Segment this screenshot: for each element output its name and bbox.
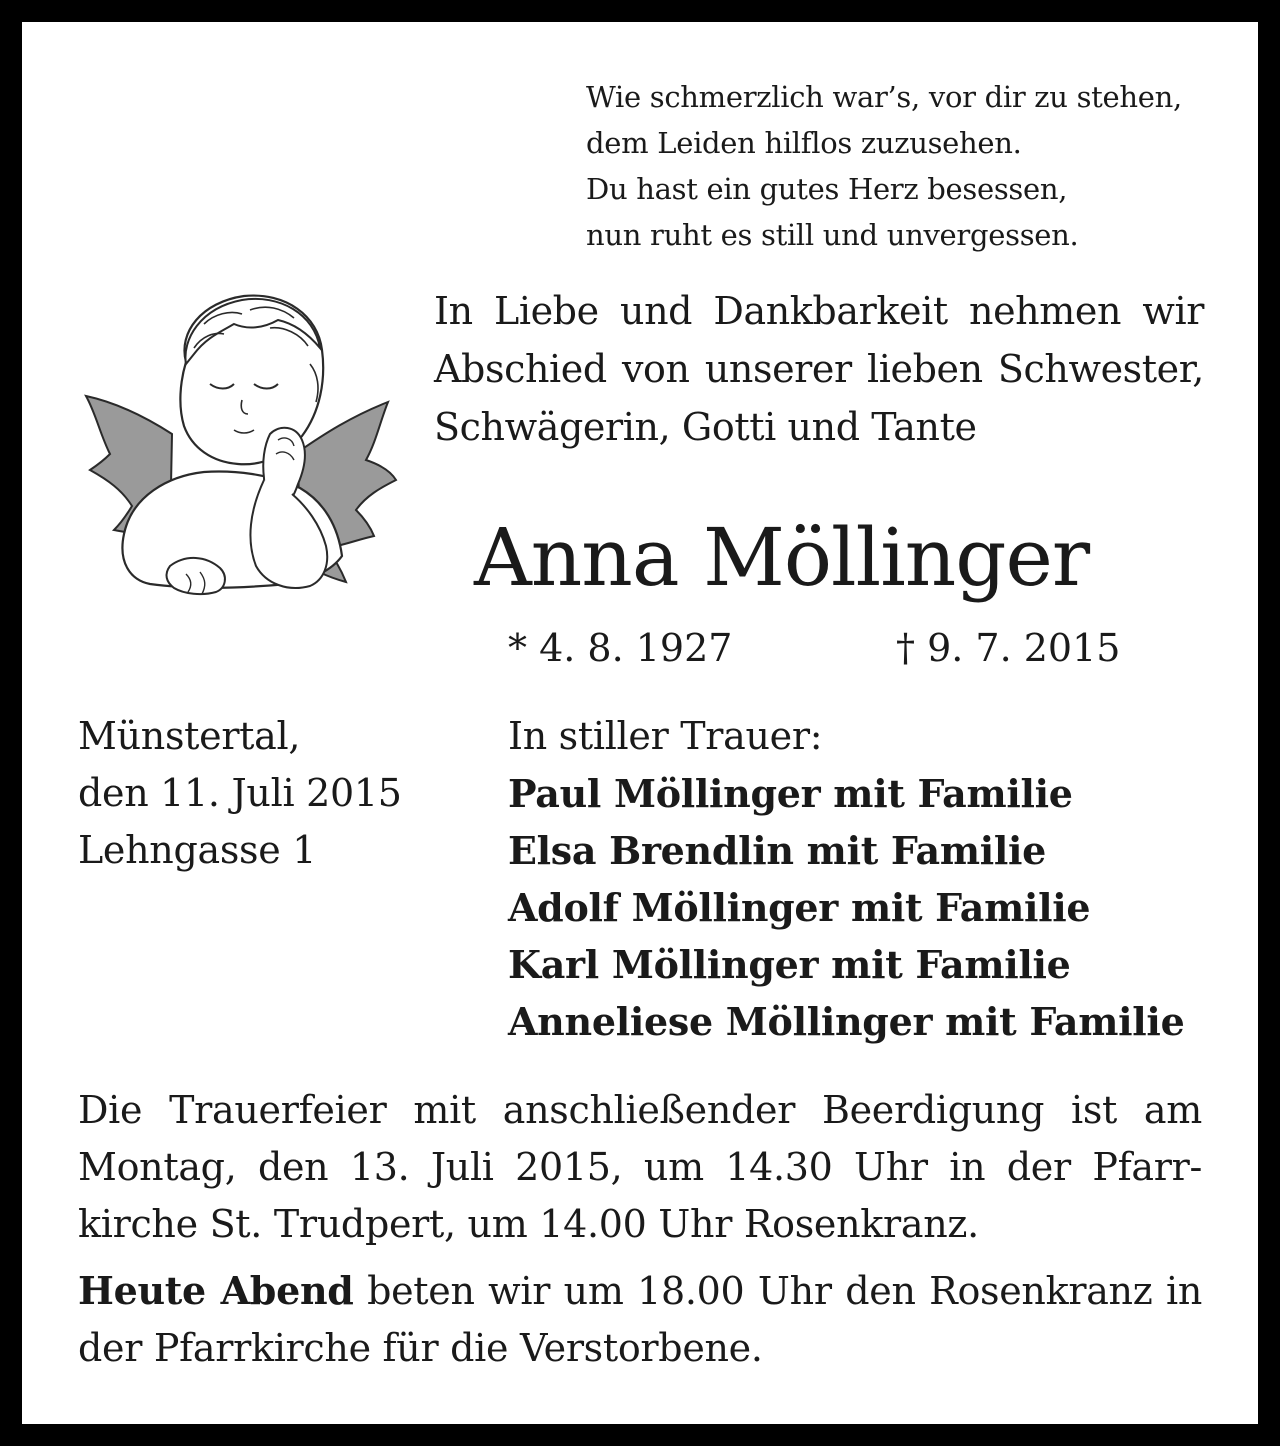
mourner-family: Paul Möllinger mit Familie [508,771,1073,816]
obituary-card [22,22,1258,1424]
intro-line: Abschied von unserer lieben Schwester, [434,347,1204,391]
deceased-name: Anna Möllinger [474,511,1090,604]
angel-illustration [74,284,414,604]
service-line: kirche St. Trudpert, um 14.00 Uhr Rosenkranz. [78,1202,979,1246]
place-and-date [78,708,402,879]
rosary-line-rest: beten wir um 18.00 Uhr den Rosenkranz in [353,1269,1203,1313]
mourner-family: Karl Möllinger mit Familie [508,942,1071,987]
poem [586,74,1182,258]
rosary-line [78,1262,1202,1320]
rosary-info [78,1262,1202,1377]
place-date: den 11. Juli 2015 [78,771,402,815]
poem-line: Du hast ein gutes Herz besessen, [586,172,1068,206]
poem-line: nun ruht es still und unvergessen. [586,218,1079,252]
rosary-emphasis: Heute Abend [78,1268,354,1313]
service-line: Montag, den 13. Juli 2015, um 14.30 Uhr in der Pfarr- [78,1145,1202,1189]
mourners-heading: In stiller Trauer: [508,714,823,758]
rosary-line: der Pfarrkirche für die Verstorbene. [78,1326,763,1370]
service-line: Die Trauerfeier mit anschließender Beerdigung ist am [78,1088,1202,1132]
place-town: Münstertal, [78,714,301,758]
mourner-family: Elsa Brendlin mit Familie [508,828,1047,873]
death-date: † 9. 7. 2015 [896,626,1121,670]
intro-text [434,282,1204,456]
mourner-family: Adolf Möllinger mit Familie [508,885,1091,930]
mourners [508,708,1184,1050]
place-address: Lehngasse 1 [78,828,317,872]
mourner-family: Anneliese Möllinger mit Familie [508,999,1185,1044]
intro-line: Schwägerin, Gotti und Tante [434,405,977,449]
poem-line: dem Leiden hilflos zuzusehen. [586,126,1022,160]
poem-line: Wie schmerzlich war’s, vor dir zu stehen, [586,80,1182,114]
birth-date: * 4. 8. 1927 [508,626,733,670]
intro-line: In Liebe und Dankbarkeit nehmen wir [434,289,1204,333]
funeral-service-info [78,1082,1202,1253]
